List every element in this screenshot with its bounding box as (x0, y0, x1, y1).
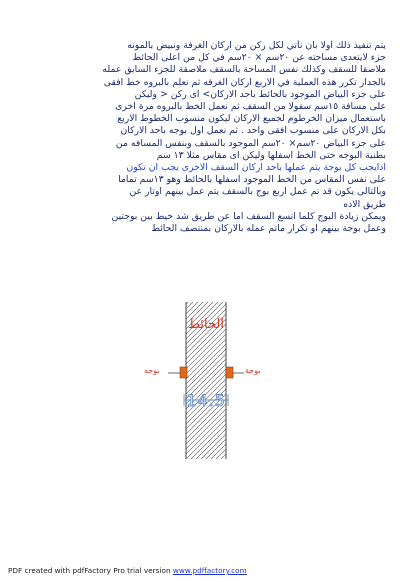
hatch-line (236, 302, 268, 459)
right-screed-pad (226, 367, 233, 378)
paragraph-line: على جزء البياض ٢٠سم× ٢٠سم الموجود بالسقف وبنفس المسافه من (115, 137, 386, 149)
hatch-line (226, 302, 268, 459)
paragraph-line: وبالتالى يكون قد تم عمل اربع بوج بالسقف يتم عمل بينهم اوتار عن (129, 186, 386, 198)
left-screed-label: بوجه (144, 366, 160, 375)
wall-label: الحائط (188, 317, 224, 332)
paragraph-line: باستعمال ميزان الخرطوم لجميع الاركان ليكون منسوب الخطوط الاربع (117, 113, 386, 125)
footer-link[interactable]: www.pdffactory.com (172, 566, 247, 575)
hatch-line (144, 302, 188, 459)
paragraph-line: طريق الاده (343, 198, 386, 210)
hatch-line (241, 302, 268, 459)
paragraph-line: بالجدار تكرر هذه العملية في الاربع اركان الغرفه ثم نعلم بالبروه خط افقى (103, 76, 386, 88)
paragraph-line: على جزء البياض الموجود بالحائط باحد الاركان> اى ركن < وليكن (134, 88, 386, 100)
hatch-line (221, 302, 268, 459)
body-paragraph (36, 40, 386, 235)
left-screed-pad (180, 367, 187, 378)
hatch-line (144, 302, 183, 459)
paragraph-line: على مسافة ١٥سم سفولا من السقف ثم نعمل الخط بالبروه مرة اخرى (115, 101, 386, 113)
dimension-value: 14.5 (186, 391, 226, 410)
paragraph-line: جزء لايتعدى مساحته عن ٢٠سم × ٢٠سم في كل من اعلى الحائط (132, 52, 386, 64)
paragraph-line: بكل الاركان على منسوب افقى واحد . ثم نعمل اول بوجه باحد الاركان (120, 125, 386, 137)
paragraph-line: اذايجب كل بوجة يتم عملها باحد اركان السقف الاخرى يجب ان تكون (126, 162, 386, 174)
wall-diagram-svg (144, 302, 268, 459)
hatch-line (231, 302, 268, 459)
paragraph-line: بطنية البوجه حتى الخط اسفلها وليكن اى مقاس مثلا ١٣ سم (156, 149, 386, 161)
pdf-footer (8, 566, 247, 575)
paragraph-line: ملاصقا للسقف وكذلك نفس المساحة بالسقف ملاصقة للجزء السابق عمله (102, 64, 386, 76)
wall-diagram (144, 302, 268, 459)
paragraph-line: يتم تنفيذ ذلك اولا بان نأتي لكل ركن من اركان الغرفة ونبيض بالمونه (127, 40, 386, 51)
footer-text: PDF created with pdfFactory Pro trial version (8, 566, 171, 575)
paragraph-line: وعمل بوجة بينهم او تكرار ماتم عمله بالاركان بمنتصف الحائط (151, 223, 386, 235)
paragraph-line: ويمكن زيادة البوج كلما اتسع السقف اما عن طريق شد خيط بين بوجتين (111, 210, 386, 222)
right-screed-label: بوجة (245, 366, 261, 375)
paragraph-line: على نفس المقاس من الخط الموجود اسفلها بالحائط وهو ١٣سم تماما (118, 174, 386, 186)
